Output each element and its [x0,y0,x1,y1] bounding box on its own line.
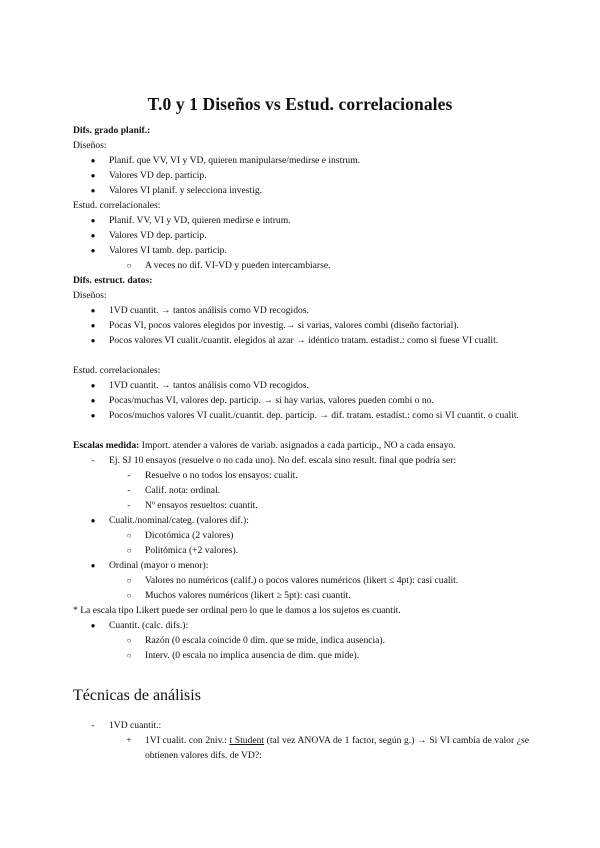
bullet-icon: ● [90,306,96,315]
list-item: Razón (0 escala coincide 0 dim. que se mide, indica ausencia). [145,635,386,646]
bullet-icon: ● [90,231,96,240]
bullet-icon: ● [90,336,96,345]
list-item: Muchos valores numéricos (likert ≥ 5pt): casi cuantit. [145,590,351,601]
circle-bullet-icon: ○ [126,636,132,645]
list-item: Interv. (0 escala no implica ausencia de dim. que mide). [145,650,360,661]
circle-bullet-icon: ○ [126,576,132,585]
section-heading-planif: Difs. grado planif.: [73,125,151,136]
section-heading-tecnicas: Técnicas de análisis [73,687,201,704]
circle-bullet-icon: ○ [126,651,132,660]
dash-icon: - [91,720,95,731]
list-item: Ej. SJ 10 ensayos (resuelve o no cada uno). No def. escala sino result. final que podría ser: [109,455,457,466]
label-disenos: Diseños: [73,290,107,301]
escalas-intro: Import. atender a valores de variab. asignados a cada particip., NO a cada ensayo. [139,440,456,451]
dash-icon: - [91,455,95,466]
circle-bullet-icon: ○ [126,546,132,555]
list-item: Cualit./nominal/categ. (valores dif.): [109,515,249,526]
list-item: Valores VD dep. particip. [109,230,207,241]
t-student-term: t Student [229,735,265,746]
circle-bullet-icon: ○ [126,261,132,270]
list-item: Pocas VI, pocos valores elegidos por investig.→ si varias, valores combi (diseño factorial). [109,320,459,331]
bullet-icon: ● [90,516,96,525]
list-item: A veces no dif. VI-VD y pueden intercambiarse. [145,260,331,271]
list-item: Calif. nota: ordinal. [145,485,221,496]
bullet-icon: ● [90,621,96,630]
list-item: Politómica (+2 valores). [145,545,239,556]
bullet-icon: ● [90,561,96,570]
label-disenos: Diseños: [73,140,107,151]
section-heading-estruct: Difs. estruct. datos: [73,275,153,286]
dash-icon: - [127,500,131,511]
plus-icon: + [126,735,132,746]
label-estud: Estud. correlacionales: [73,365,161,376]
list-item: Valores VI planif. y selecciona investig. [109,185,263,196]
text-segment: 1VI cualit. con 2niv.: [145,735,230,746]
bullet-icon: ● [90,381,96,390]
page-title: T.0 y 1 Diseños vs Estud. correlacionales [147,94,453,114]
list-item: Valores VD dep. particip. [109,170,207,181]
circle-bullet-icon: ○ [126,591,132,600]
list-item: Planif. que VV, VI y VD, quieren manipularse/medirse e instrum. [109,155,361,166]
bullet-icon: ● [90,321,96,330]
section-heading-escalas: Escalas medida: [73,440,140,451]
list-item: Pocos valores VI cualit./cuantit. elegidos al azar → idéntico tratam. estadist.: como si fuese VI cualit. [109,335,499,346]
list-item: Nº ensayos resueltos: cuantit. [145,500,258,511]
bullet-icon: ● [90,216,96,225]
list-item: 1VD cuantit. → tantos análisis como VD recogidos. [109,380,309,391]
list-item: Valores no numéricos (calif.) o pocos valores numéricos (likert ≤ 4pt): casi cualit. [145,575,459,586]
text-segment: (tal vez ANOVA de 1 factor, según g.) → Si VI cambia de valor ¿se obtienen valores difs. de VD?: [145,735,530,761]
bullet-icon: ● [90,171,96,180]
list-item: Resuelve o no todos los ensayos: cualit. [145,470,298,481]
bullet-icon: ● [90,396,96,405]
list-item: Dicotómica (2 valores) [145,530,234,541]
list-item: 1VD cuantit. → tantos análisis como VD recogidos. [109,305,309,316]
dash-icon: - [127,485,131,496]
bullet-icon: ● [90,246,96,255]
dash-icon: - [127,470,131,481]
list-item: Cuantit. (calc. difs.): [109,620,189,631]
list-item: Pocas/muchas VI, valores dep. particip. → si hay varias, valores pueden combi o no. [109,395,434,406]
list-item: 1VD cuantit.: [109,720,162,731]
list-item [145,734,529,764]
bullet-icon: ● [90,411,96,420]
list-item: Pocos/muchos valores VI cualit./cuantit. dep. particip. → dif. tratam. estadíst.: como si VI cuantit. o cualit. [109,410,519,421]
label-estud: Estud. correlacionales: [73,200,161,211]
list-item: Valores VI tamb. dep. particip. [109,245,227,256]
bullet-icon: ● [90,186,96,195]
escalas-line [73,439,456,454]
bullet-icon: ● [90,156,96,165]
likert-note: * La escala tipo Likert puede ser ordinal pero lo que le damos a los sujetos es cuantit. [73,605,401,616]
list-item: Planif. VV, VI y VD, quieren medirse e intrum. [109,215,291,226]
list-item: Ordinal (mayor o menor): [109,560,209,571]
circle-bullet-icon: ○ [126,531,132,540]
